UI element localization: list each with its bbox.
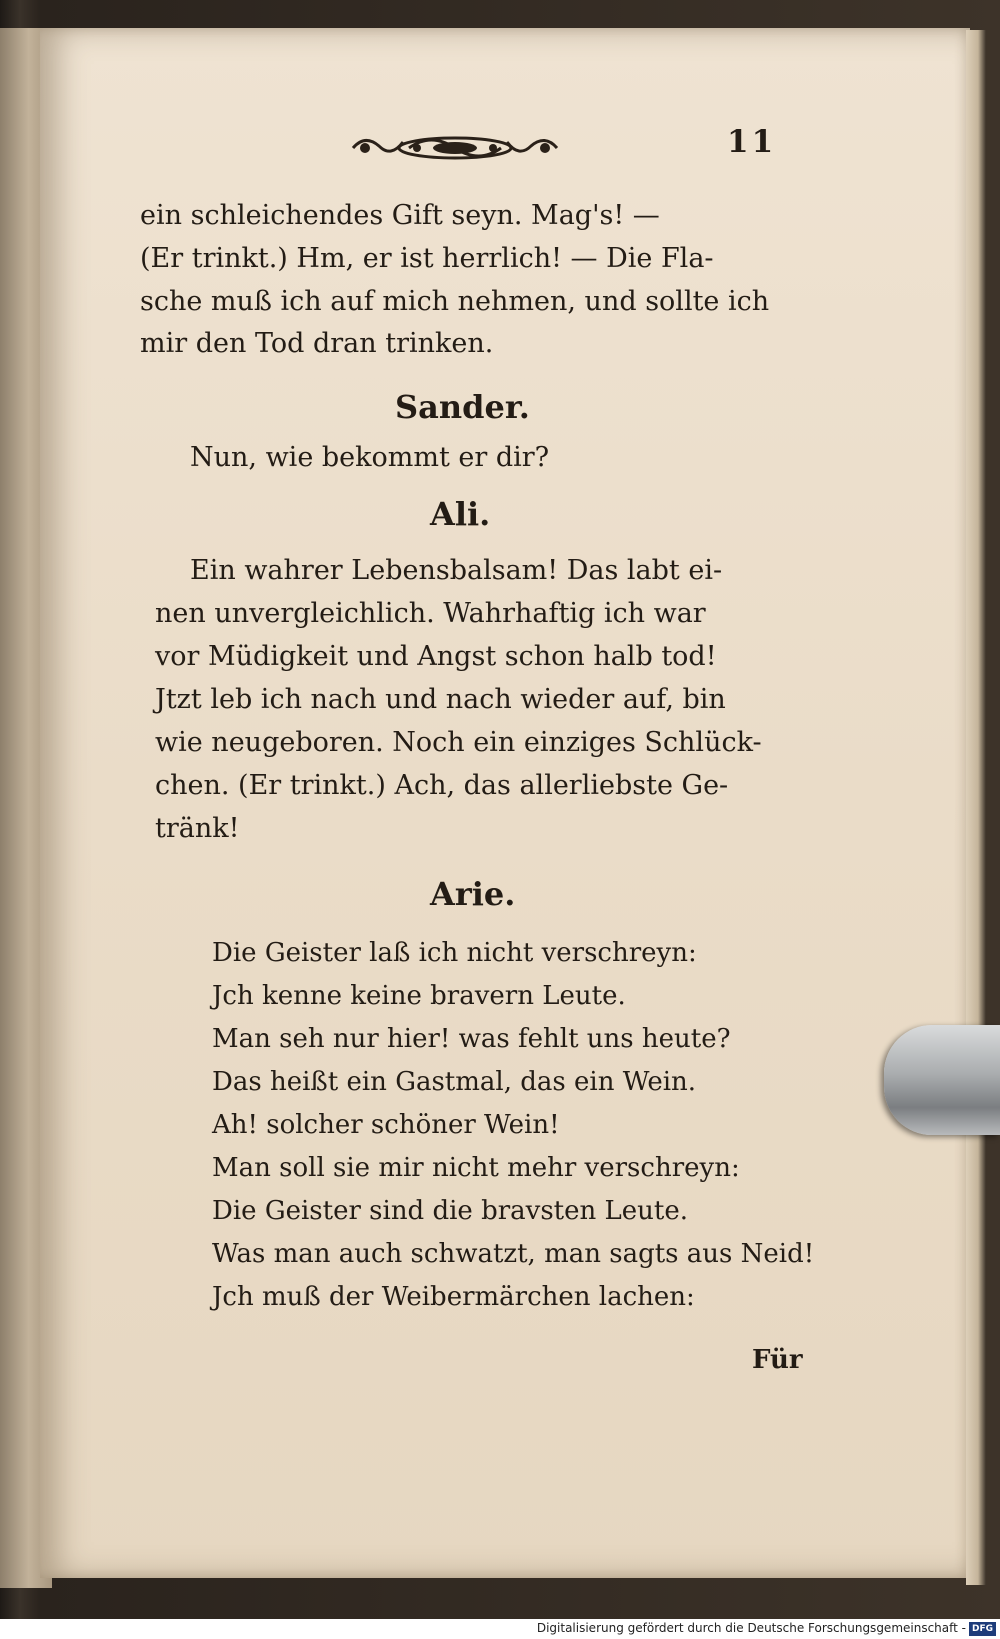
verse-line: Man seh nur hier! was fehlt uns heute? <box>212 1024 731 1054</box>
page-clip <box>884 1025 1000 1135</box>
verse-line: Das heißt ein Gastmal, das ein Wein. <box>212 1067 697 1097</box>
text-line: chen. (Er trinkt.) Ach, das allerliebste Ge- <box>155 770 729 801</box>
section-heading: Arie. <box>430 875 516 913</box>
verse-line: Die Geister sind die bravsten Leute. <box>212 1196 689 1226</box>
text-line: vor Müdigkeit und Angst schon halb tod! <box>155 641 717 672</box>
text-line: wie neugeboren. Noch ein einziges Schlück- <box>155 727 762 758</box>
speaker-heading: Ali. <box>430 495 491 533</box>
verse-line: Was man auch schwatzt, man sagts aus Neid! <box>212 1239 815 1269</box>
page-number: 11 <box>727 124 777 160</box>
ornament-icon <box>345 128 565 168</box>
speaker-heading: Sander. <box>395 388 530 426</box>
text-line: Jtzt leb ich nach und nach wieder auf, bin <box>155 684 726 715</box>
text-line: mir den Tod dran trinken. <box>140 328 494 359</box>
text-line: Nun, wie bekommt er dir? <box>190 442 550 473</box>
text-line: sche muß ich auf mich nehmen, und sollte ich <box>140 286 770 317</box>
text-line: tränk! <box>155 813 240 844</box>
verse-line: Man soll sie mir nicht mehr verschreyn: <box>212 1153 740 1183</box>
verse-line: Jch kenne keine bravern Leute. <box>212 981 626 1011</box>
verse-line: Die Geister laß ich nicht verschreyn: <box>212 938 697 968</box>
text-line: Ein wahrer Lebensbalsam! Das labt ei- <box>190 555 723 586</box>
text-line: nen unvergleichlich. Wahrhaftig ich war <box>155 598 706 629</box>
page-edge <box>966 30 986 1585</box>
verse-line: Jch muß der Weibermärchen lachen: <box>212 1282 695 1312</box>
dfg-logo: DFG <box>969 1622 996 1636</box>
text-line: ein schleichendes Gift seyn. Mag's! — <box>140 200 660 231</box>
verse-line: Ah! solcher schöner Wein! <box>212 1110 560 1140</box>
catchword: Für <box>752 1345 803 1375</box>
credit-text: Digitalisierung gefördert durch die Deutsche Forschungsgemeinschaft - <box>536 1621 966 1635</box>
text-line: (Er trinkt.) Hm, er ist herrlich! — Die Fla- <box>140 243 714 274</box>
